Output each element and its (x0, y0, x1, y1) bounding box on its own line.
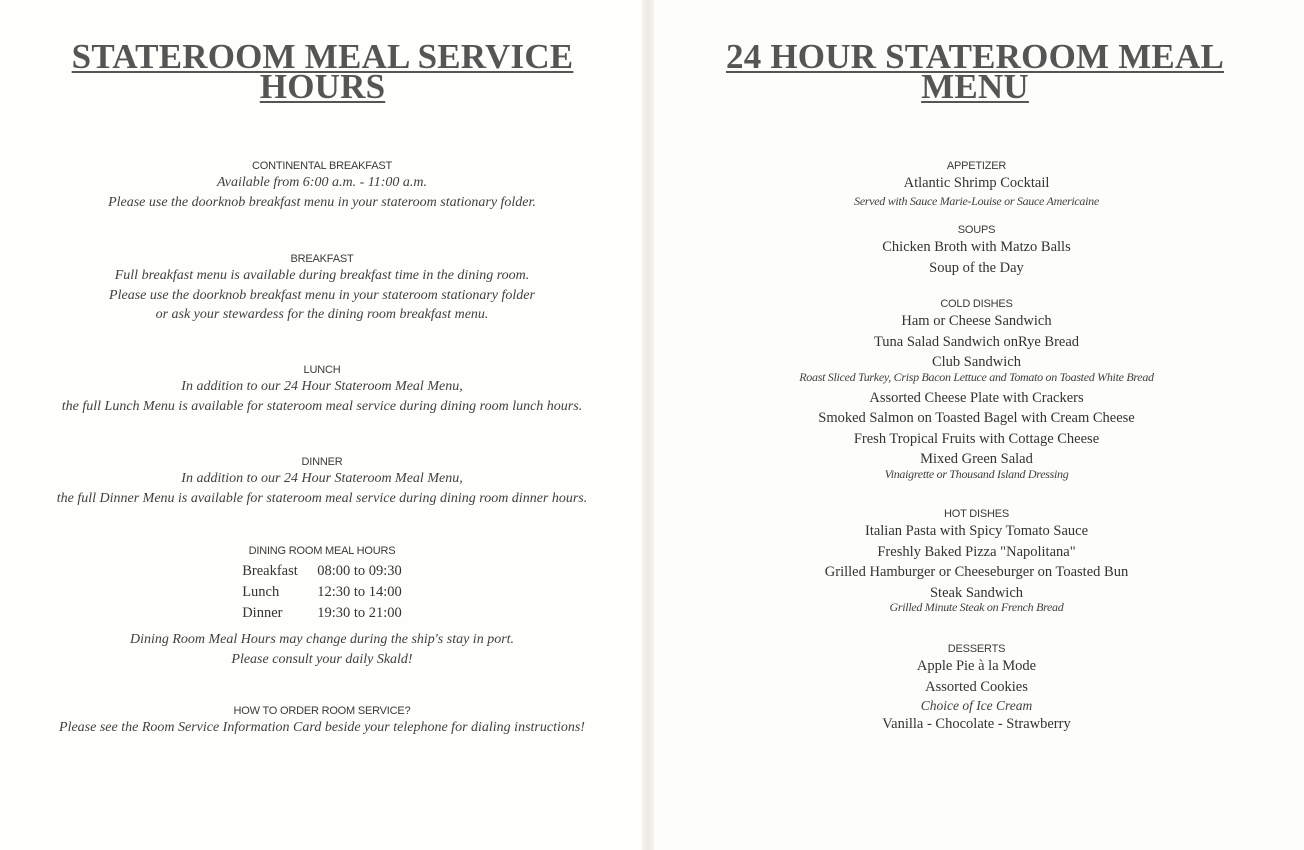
breakfast-section (22, 252, 622, 325)
hours-note: Dining Room Meal Hours may change during the ship's stay in port. (129, 632, 515, 647)
table-row (242, 561, 402, 582)
section-text: In addition to our 24 Hour Stateroom Meal Menu, (181, 471, 463, 486)
page-fold (642, 0, 654, 850)
menu-item: Apple Pie à la Mode (916, 658, 1037, 674)
menu-item: Soup of the Day (929, 259, 1024, 276)
hours-note: Please consult your daily Skald! (231, 651, 413, 667)
section-text: Please use the doorknob breakfast menu in your stateroom stationary folder (109, 287, 535, 303)
section-heading: DESSERTS (947, 643, 1006, 655)
title-line-1: 24 HOUR STATEROOM MEAL (726, 37, 1224, 76)
menu-item: Smoked Salmon on Toasted Bagel with Cream Cheese (818, 410, 1135, 426)
title-line-2: HOURS (259, 67, 386, 106)
section-heading: DINNER (301, 456, 343, 468)
hot-dishes-section (700, 507, 1253, 615)
menu-item: Chicken Broth with Matzo Balls (882, 239, 1071, 255)
section-text: or ask your stewardess for the dining room breakfast menu. (155, 307, 489, 322)
menu-item: Choice of Ice Cream (920, 698, 1033, 713)
section-text: Full breakfast menu is available during breakfast time in the dining room. (114, 268, 530, 283)
section-heading: BREAKFAST (290, 253, 354, 265)
menu-item-description: Served with Sauce Marie-Louise or Sauce Americaine (854, 193, 1099, 208)
meal-time: 19:30 to 21:00 (317, 605, 402, 621)
meal-name: Dinner (242, 605, 283, 621)
section-heading: CONTINENTAL BREAKFAST (251, 160, 393, 172)
cold-dishes-section (700, 297, 1253, 482)
section-text: the full Lunch Menu is available for stateroom meal service during dining room lunch hours. (61, 398, 583, 414)
section-heading: LUNCH (303, 364, 341, 376)
menu-item: Assorted Cookies (925, 678, 1028, 695)
service-hours-title (40, 37, 605, 106)
menu-item: Grilled Hamburger or Cheeseburger on Toasted Bun (824, 564, 1129, 580)
menu-item: Fresh Tropical Fruits with Cottage Cheese (853, 430, 1100, 447)
meal-name: Breakfast (242, 563, 298, 579)
menu-item-description: Vanilla - Chocolate - Strawberry (882, 716, 1071, 732)
soups-section (700, 223, 1253, 278)
section-heading: SOUPS (957, 224, 996, 236)
section-heading: HOT DISHES (943, 508, 1010, 520)
continental-section (22, 159, 622, 212)
section-text: the full Dinner Menu is available for stateroom meal service during dining room dinner hours. (56, 490, 588, 506)
section-text: Please use the doorknob breakfast menu in your stateroom stationary folder. (108, 194, 536, 210)
menu-item: Tuna Salad Sandwich onRye Bread (873, 333, 1080, 350)
section-text: Available from 6:00 a.m. - 11:00 a.m. (217, 175, 427, 190)
desserts-section (700, 642, 1253, 733)
hours-table (242, 561, 402, 624)
meal-time: 08:00 to 09:30 (317, 563, 402, 579)
menu-item: Freshly Baked Pizza "Napolitana" (877, 543, 1076, 560)
menu-item-description: Grilled Minute Steak on French Bread (889, 600, 1064, 614)
section-text: Please see the Room Service Information Card beside your telephone for dialing instructions! (59, 720, 585, 735)
section-heading: APPETIZER (946, 160, 1007, 172)
menu-item-description: Roast Sliced Turkey, Crisp Bacon Lettuce and Tomato on Toasted White Bread (799, 369, 1154, 384)
section-heading: DINING ROOM MEAL HOURS (248, 545, 396, 557)
menu-item: Mixed Green Salad (920, 451, 1033, 467)
appetizer-section (700, 159, 1253, 209)
section-text: In addition to our 24 Hour Stateroom Meal Menu, (181, 379, 463, 394)
table-row (242, 582, 402, 603)
section-heading: HOW TO ORDER ROOM SERVICE? (233, 705, 411, 717)
lunch-section (22, 363, 622, 416)
title-line-2: MENU (921, 67, 1029, 106)
menu-item: Ham or Cheese Sandwich (901, 313, 1052, 329)
menu-item-description: Vinaigrette or Thousand Island Dressing (884, 466, 1069, 481)
table-row (242, 603, 402, 624)
menu-item: Club Sandwich (931, 354, 1021, 370)
menu-item: Steak Sandwich (929, 584, 1024, 601)
section-heading: COLD DISHES (940, 298, 1013, 310)
meal-time: 12:30 to 14:00 (317, 584, 402, 600)
menu-item: Italian Pasta with Spicy Tomato Sauce (864, 523, 1089, 539)
menu-title (700, 37, 1250, 106)
meal-name: Lunch (242, 584, 280, 600)
order-section (22, 704, 622, 738)
menu-item: Atlantic Shrimp Cocktail (903, 175, 1050, 191)
dinner-section (22, 455, 622, 508)
dining-hours-section (22, 544, 622, 669)
menu-item: Assorted Cheese Plate with Crackers (869, 389, 1084, 406)
title-line-1: STATEROOM MEAL SERVICE (71, 37, 574, 76)
